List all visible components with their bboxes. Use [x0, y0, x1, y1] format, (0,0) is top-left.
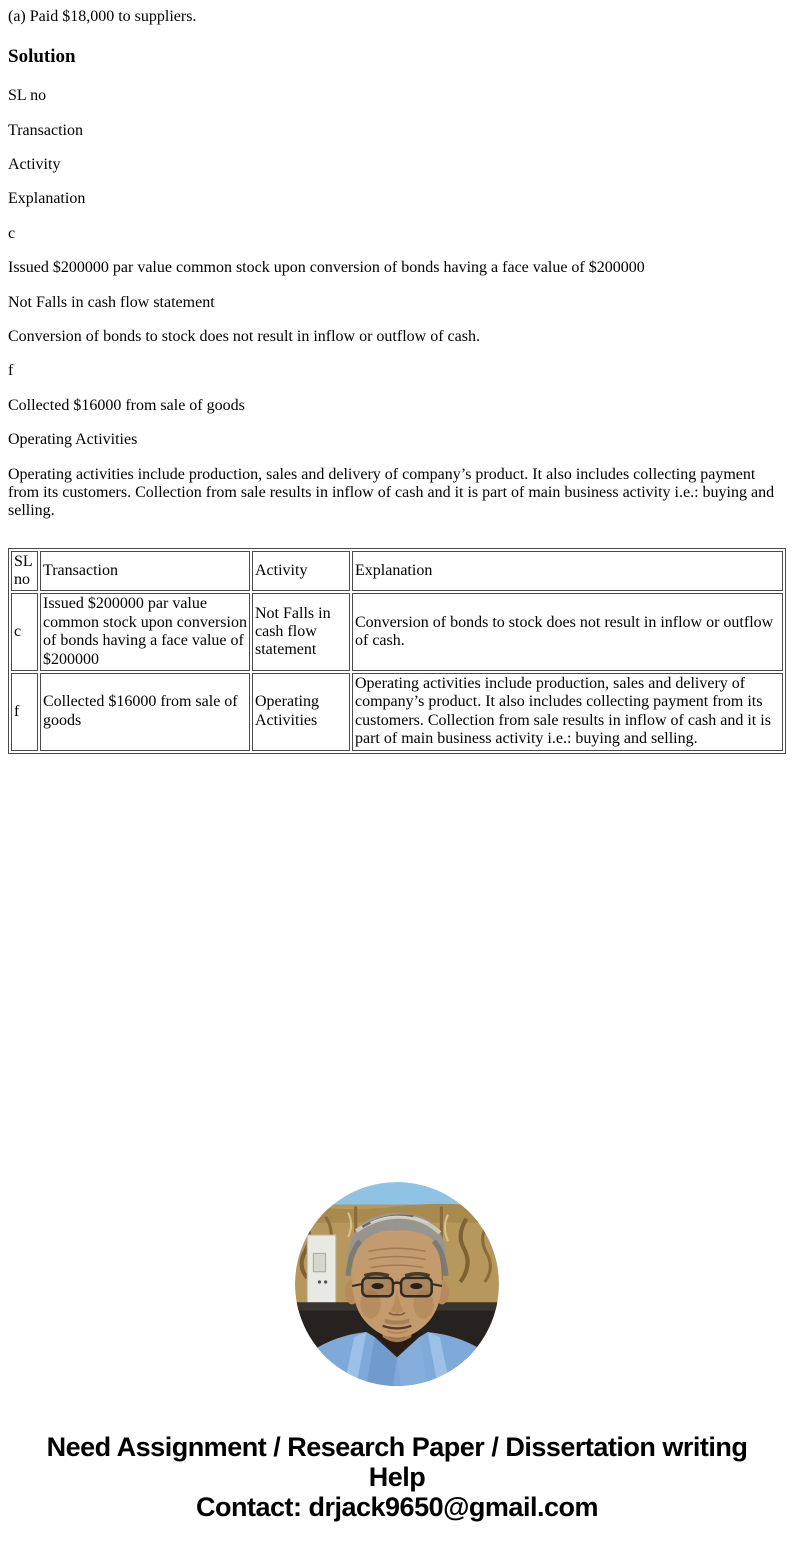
paragraph-row-c-label: c	[8, 224, 16, 242]
paragraph-activity: Activity	[8, 156, 61, 174]
footer-ad	[26, 1432, 768, 1522]
table-row	[11, 593, 783, 671]
whitespace-spacer	[8, 754, 786, 1182]
cell-transaction: Collected $16000 from sale of goods	[40, 673, 250, 751]
cell-activity: Operating Activities	[252, 673, 350, 751]
paragraph-transaction: Transaction	[8, 121, 83, 139]
paragraph-operating: Operating Activities	[8, 431, 138, 449]
cell-explanation: Operating activities include production, sales and delivery of company’s product. It also includes collecting payment from its customers. Collection from sale results in inflow of cash and it is part of main business activity i.e.: buying and selling.	[352, 673, 783, 751]
table-row	[11, 673, 783, 751]
cell-explanation: Conversion of bonds to stock does not result in inflow or outflow of cash.	[352, 593, 783, 671]
intro-text: (a) Paid $18,000 to suppliers.	[8, 8, 197, 25]
cell-sl: f	[11, 673, 38, 751]
paragraph-collected: Collected $16000 from sale of goods	[8, 396, 245, 414]
avatar-section	[8, 1182, 786, 1386]
document	[8, 8, 786, 1550]
bottom-padding	[8, 1522, 786, 1550]
column-header-sl-no: SL no	[11, 551, 38, 592]
footer-help-text: Need Assignment / Research Paper / Dissertation writing Help	[46, 1431, 748, 1492]
paragraph-row-f-label: f	[8, 362, 14, 380]
solution-heading: Solution	[8, 46, 76, 68]
column-header-explanation: Explanation	[352, 551, 783, 592]
person-avatar	[295, 1182, 499, 1386]
cell-transaction: Issued $200000 par value common stock upon conversion of bonds having a face value of $200000	[40, 593, 250, 671]
paragraph-sl-no: SL no	[8, 87, 47, 105]
cell-sl: c	[11, 593, 38, 671]
paragraph-issued-stock: Issued $200000 par value common stock upon conversion of bonds having a face value of $200000	[8, 259, 645, 277]
cell-activity: Not Falls in cash flow statement	[252, 593, 350, 671]
footer-contact-email: Contact: drjack9650@gmail.com	[196, 1491, 598, 1522]
solution-table	[8, 548, 786, 754]
table-header-row	[11, 551, 783, 592]
paragraph-explanation: Explanation	[8, 190, 86, 208]
paragraph-operating-explained: Operating activities include production, sales and delivery of company’s product. It also includes collecting payment from its customers. Collection from sale results in inflow of cash and it is part of main business activity i.e.: buying and selling.	[8, 465, 775, 520]
column-header-transaction: Transaction	[40, 551, 250, 592]
paragraph-conversion: Conversion of bonds to stock does not result in inflow or outflow of cash.	[8, 327, 480, 345]
paragraph-not-falls: Not Falls in cash flow statement	[8, 293, 215, 311]
column-header-activity: Activity	[252, 551, 350, 592]
person-portrait-image	[295, 1182, 499, 1386]
